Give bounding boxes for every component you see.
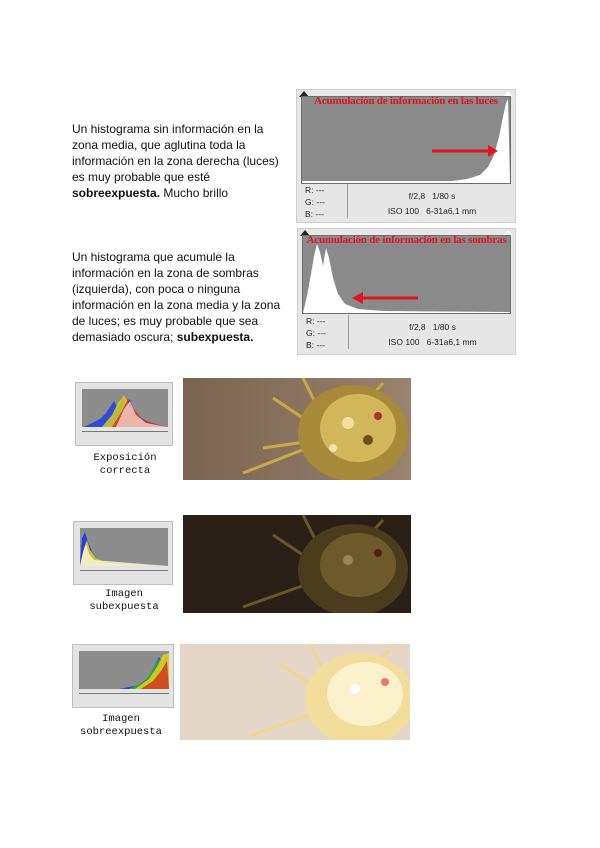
histogram-shadows-panel bbox=[297, 228, 516, 355]
overexposed-text-after: Mucho brillo bbox=[160, 186, 229, 200]
photo-overexposed bbox=[180, 644, 410, 740]
histogram-thumbnail-overexposed bbox=[72, 644, 174, 708]
info-divider bbox=[347, 184, 348, 218]
exposure-metadata: f/2,8 1/80 s ISO 100 6-31a6,1 mm bbox=[388, 322, 477, 347]
example-label-overexposed: Imagen sobreexpuesta bbox=[80, 713, 162, 738]
underexposed-text-before: Un histograma que acumule la información en la zona de sombras (izquierda), con poca o ninguna información en la zona media y la zona de luces; es muy probable que sea demasiado oscura; bbox=[72, 250, 281, 344]
photo-correct-exposure bbox=[183, 378, 411, 480]
histogram-shadows-plot bbox=[302, 235, 511, 314]
overexposed-description bbox=[72, 121, 287, 201]
overexposed-bold-term: sobreexpuesta. bbox=[72, 186, 161, 200]
histogram-highlights-panel bbox=[296, 89, 516, 223]
rgb-readout: R: --- G: --- B: --- bbox=[305, 185, 325, 219]
example-label-underexposed: Imagen subexpuesta bbox=[89, 588, 159, 613]
histogram-highlights-caption: Acumulación de información en las luces bbox=[314, 95, 498, 107]
underexposed-bold-term: subexpuesta. bbox=[176, 330, 254, 344]
histogram-shadows-caption: Acumulación de información en las sombras bbox=[306, 234, 507, 246]
underexposed-description bbox=[72, 249, 287, 345]
overexposed-text-before: Un histograma sin información en la zona media, que aglutina toda la información en la zona derecha (luces) es muy probable que esté bbox=[72, 122, 279, 184]
histogram-highlights-plot bbox=[301, 96, 511, 184]
example-label-correct: Exposición correcta bbox=[93, 452, 157, 477]
photo-underexposed bbox=[183, 515, 411, 613]
info-divider bbox=[348, 315, 349, 349]
exposure-metadata: f/2,8 1/80 s ISO 100 6-31a6,1 mm bbox=[387, 191, 477, 216]
rgb-readout: R: --- G: --- B: --- bbox=[306, 316, 326, 350]
histogram-thumbnail-correct bbox=[75, 382, 173, 446]
histogram-thumbnail-underexposed bbox=[73, 521, 173, 585]
